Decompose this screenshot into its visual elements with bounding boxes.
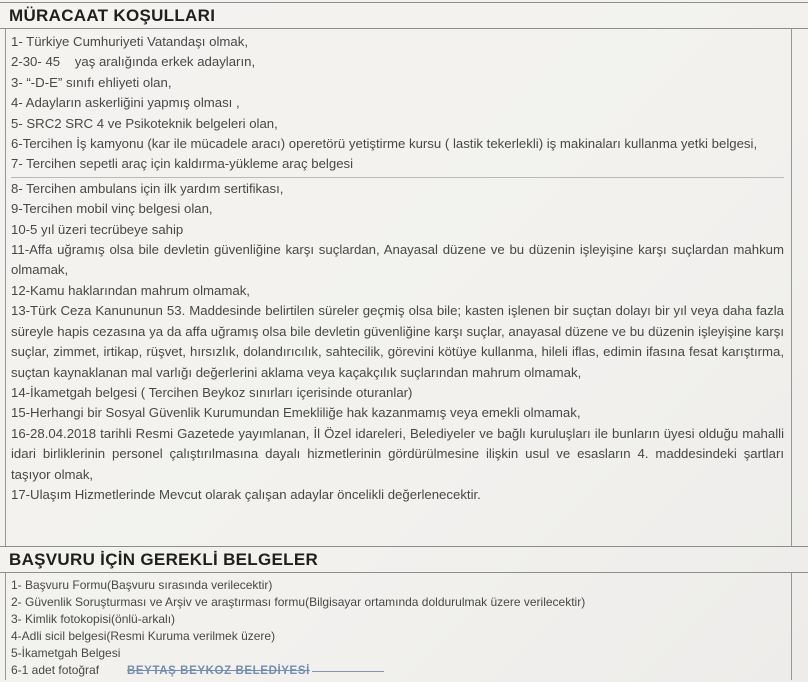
footer-organization	[127, 665, 384, 677]
requirement-item: 12-Kamu haklarından mahrum olmamak,	[11, 282, 250, 298]
requirement-item: 14-İkametgah belgesi ( Tercihen Beykoz sınırları içerisinde oturanlar)	[11, 384, 413, 400]
requirement-item: 16-28.04.2018 tarihli Resmi Gazetede yayımlanan, İl Özel idareleri, Belediyeler ve bağlı kuruluşları ile bunların üyesi olduğu mahalli idari birliklerinin personel çalıştırılmasına dayalı hizmetlerinin gördürülmesine ilişkin usul ve esasların 4. maddesindeki şartları taşıyor olmak,	[11, 425, 784, 482]
document-item: 6-1 adet fotoğraf	[11, 663, 100, 677]
document-item: 4-Adli sicil belgesi(Resmi Kuruma verilmek üzere)	[11, 629, 276, 643]
document-item: 1- Başvuru Formu(Başvuru sırasında verilecektir)	[11, 578, 273, 592]
requirements-list-group1	[11, 32, 784, 175]
document-item: 2- Güvenlik Soruşturması ve Arşiv ve araştırması formu(Bilgisayar ortamında doldurulmak üzere verilecektir)	[11, 595, 586, 609]
requirements-list-group2	[11, 177, 784, 506]
document-item: 5-İkametgah Belgesi	[11, 646, 121, 660]
requirement-item: 10-5 yıl üzeri tecrübeye sahip	[11, 221, 184, 237]
requirement-item: 11-Affa uğramış olsa bile devletin güvenliğine karşı suçlardan, Anayasal düzene ve bu düzenin işleyişine karşı suçlardan mahkum olmamak,	[11, 242, 784, 278]
document-item: 3- Kimlik fotokopisi(önlü-arkalı)	[11, 612, 176, 626]
requirements-box	[5, 29, 792, 546]
requirement-item: 5- SRC2 SRC 4 ve Psikoteknik belgeleri olan,	[11, 115, 278, 131]
requirements-section-title: MÜRACAAT KOŞULLARI	[0, 2, 808, 29]
requirement-item: 3- “-D-E” sınıfı ehliyeti olan,	[11, 74, 172, 90]
requirement-item: 13-Türk Ceza Kanununun 53. Maddesinde belirtilen süreler geçmiş olsa bile; kasten işlenen bir suçtan dolayı bir yıl veya daha fazla süreyle hapis cezasına ya da affa uğramış olsa bile devletin güvenliğine karşı suçlar, anayasal düzene ve bu düzenin işleyişine karşı suçlar, zimmet, irtikap, rüşvet, hırsızlık, dolandırıcılık, sahtecilik, görevini kötüye kullanma, hileli iflas, edimin ifasına fesat karıştırma, suçtan kaynaklanan mal varlığı değerlerini aklama veya kaçakçılık suçlarından mahrum olmamak,	[11, 303, 784, 380]
requirement-item: 9-Tercihen mobil vinç belgesi olan,	[11, 201, 213, 217]
documents-section-title: BAŞVURU İÇİN GEREKLİ BELGELER	[0, 546, 808, 573]
requirement-item: 2-30- 45 yaş aralığında erkek adayların,	[11, 54, 256, 70]
footer-organization-text: BEYTAŞ BEYKOZ BELEDİYESİ	[127, 665, 310, 677]
requirement-item: 17-Ulaşım Hizmetlerinde Mevcut olarak çalışan adaylar öncelikli değerlenecektir.	[11, 486, 481, 502]
requirement-item: 8- Tercihen ambulans için ilk yardım sertifikası,	[11, 180, 284, 196]
footer-strike-line	[312, 671, 384, 672]
requirement-item: 4- Adayların askerliğini yapmış olması ,	[11, 95, 240, 111]
documents-box	[5, 573, 792, 680]
requirement-item: 7- Tercihen sepetli araç için kaldırma-yükleme araç belgesi	[11, 156, 354, 172]
requirement-item: 1- Türkiye Cumhuriyeti Vatandaşı olmak,	[11, 34, 248, 49]
requirement-item: 15-Herhangi bir Sosyal Güvenlik Kurumundan Emekliliğe hak kazanmamış veya emekli olmamak,	[11, 405, 581, 421]
requirement-item: 6-Tercihen İş kamyonu (kar ile mücadele aracı) operetörü yetiştirme kursu ( lastik tekerlekli) iş makinaları kullanma yetki belgesi,	[11, 136, 758, 152]
